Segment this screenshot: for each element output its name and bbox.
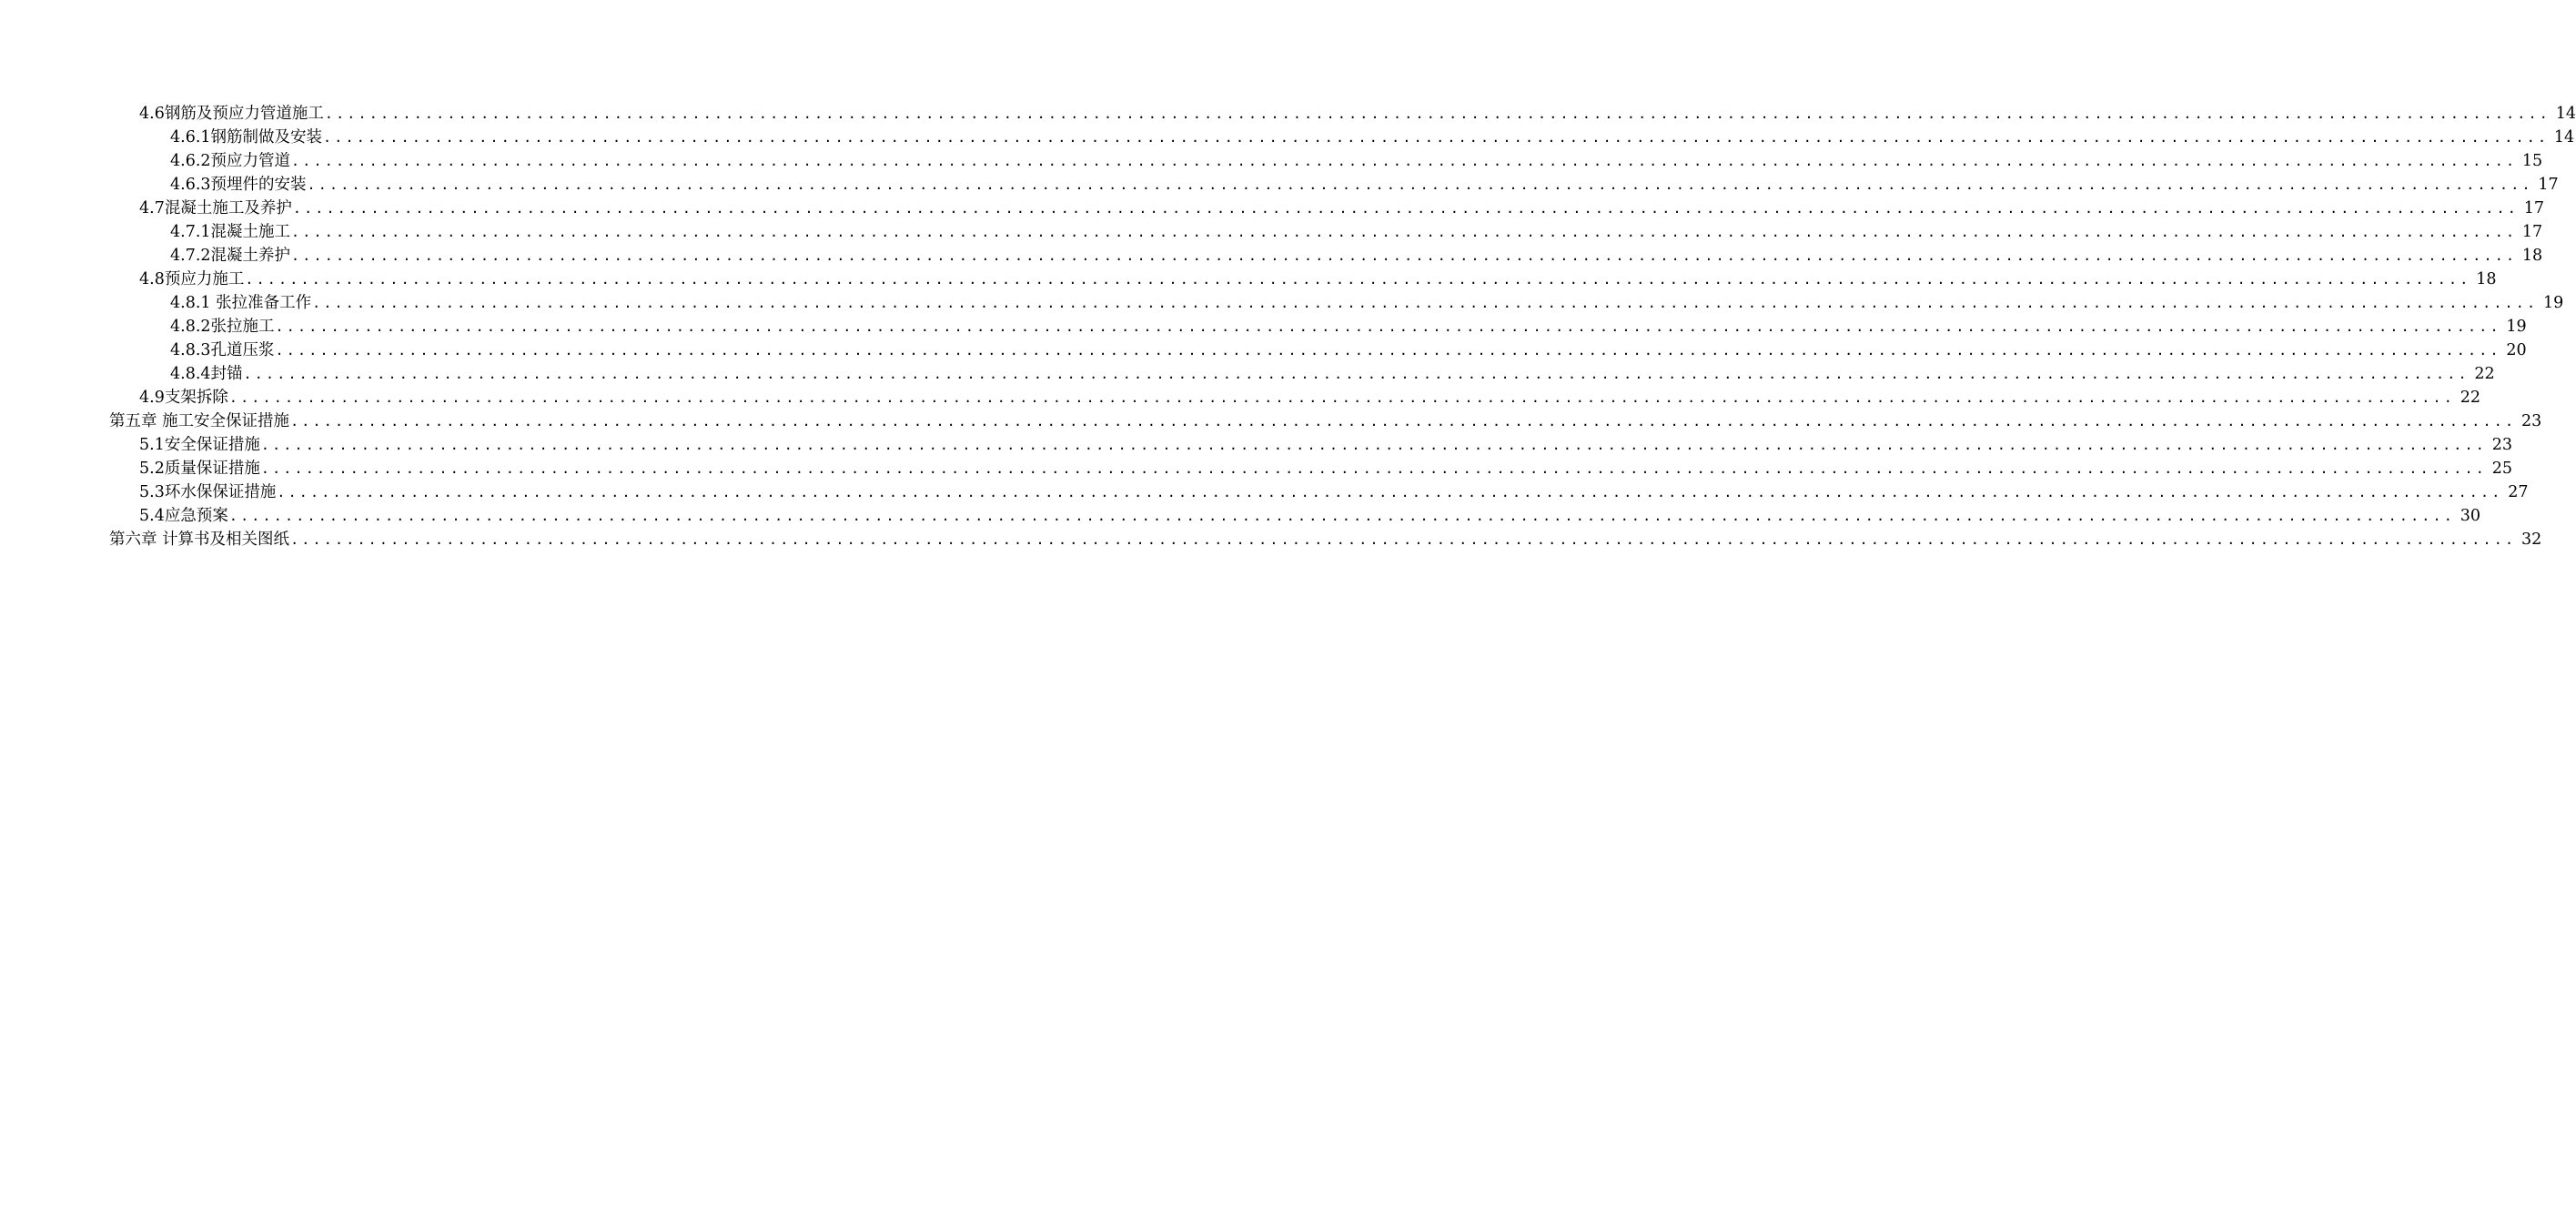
toc-dot-leader: ........................................................................................................................................................................................................ bbox=[291, 224, 2518, 240]
toc-entry-title: 4.9支架拆除 bbox=[139, 389, 228, 407]
toc-entry-title: 4.6.3预埋件的安装 bbox=[170, 176, 307, 194]
toc-entry-page-number: 14 bbox=[2553, 128, 2575, 147]
toc-entry[interactable] bbox=[0, 360, 2495, 384]
toc-entry-title: 5.4应急预案 bbox=[139, 507, 228, 525]
toc-entry-title: 4.6.1钢筋制做及安装 bbox=[170, 128, 323, 147]
toc-entry[interactable] bbox=[0, 100, 2576, 124]
toc-entry-page-number: 23 bbox=[2491, 436, 2512, 454]
toc-entry[interactable] bbox=[0, 313, 2527, 337]
toc-entry-title: 5.3环水保保证措施 bbox=[139, 483, 277, 501]
toc-entry-page-number: 19 bbox=[2542, 294, 2564, 312]
toc-entry-page-number: 23 bbox=[2520, 412, 2542, 430]
toc-entry-page-number: 22 bbox=[2474, 365, 2495, 383]
toc-entry-title: 4.7混凝土施工及养护 bbox=[139, 199, 292, 217]
toc-entry-page-number: 17 bbox=[2521, 223, 2543, 241]
toc-dot-leader: ........................................................................................................................................................................................................ bbox=[277, 484, 2503, 500]
toc-entry[interactable] bbox=[0, 337, 2527, 360]
toc-entry-title: 5.2质量保证措施 bbox=[139, 460, 260, 478]
toc-entry[interactable] bbox=[0, 502, 2480, 526]
toc-entry[interactable] bbox=[0, 526, 2542, 550]
toc-entry-title: 4.7.1混凝土施工 bbox=[170, 223, 291, 241]
toc-dot-leader: ........................................................................................................................................................................................................ bbox=[275, 318, 2501, 335]
toc-entry-page-number: 27 bbox=[2508, 483, 2529, 501]
toc-dot-leader: ........................................................................................................................................................................................................ bbox=[228, 508, 2455, 524]
toc-dot-leader: ........................................................................................................................................................................................................ bbox=[291, 248, 2518, 264]
toc-dot-leader: ........................................................................................................................................................................................................ bbox=[323, 129, 2550, 146]
toc-entry-title: 4.8.2张拉施工 bbox=[170, 318, 275, 336]
toc-entry[interactable] bbox=[0, 242, 2543, 266]
toc-entry[interactable] bbox=[0, 455, 2512, 479]
toc-entry-page-number: 18 bbox=[2521, 247, 2543, 265]
toc-entry[interactable] bbox=[0, 384, 2480, 408]
toc-entry[interactable] bbox=[0, 479, 2529, 502]
toc-entry[interactable] bbox=[0, 218, 2543, 242]
toc-dot-leader: ........................................................................................................................................................................................................ bbox=[290, 531, 2517, 548]
toc-dot-leader: ........................................................................................................................................................................................................ bbox=[245, 271, 2471, 288]
toc-entry[interactable] bbox=[0, 124, 2575, 147]
toc-dot-leader: ........................................................................................................................................................................................................ bbox=[290, 413, 2517, 430]
toc-entry-page-number: 30 bbox=[2460, 507, 2480, 525]
toc-entry-title: 4.8.4封锚 bbox=[170, 365, 243, 383]
toc-dot-leader: ........................................................................................................................................................................................................ bbox=[307, 177, 2533, 193]
toc-dot-leader: ........................................................................................................................................................................................................ bbox=[260, 460, 2487, 477]
toc-entry-page-number: 19 bbox=[2506, 318, 2527, 336]
toc-entry[interactable] bbox=[0, 408, 2542, 431]
toc-entry-title: 第六章 计算书及相关图纸 bbox=[109, 531, 290, 549]
toc-dot-leader: ........................................................................................................................................................................................................ bbox=[275, 342, 2501, 359]
toc-dot-leader: ........................................................................................................................................................................................................ bbox=[312, 295, 2539, 311]
toc-entry-title: 4.8预应力施工 bbox=[139, 270, 245, 288]
toc-dot-leader: ........................................................................................................................................................................................................ bbox=[292, 200, 2519, 217]
toc-entry[interactable] bbox=[0, 147, 2543, 171]
toc-entry-title: 5.1安全保证措施 bbox=[139, 436, 260, 454]
toc-dot-leader: ........................................................................................................................................................................................................ bbox=[228, 389, 2455, 406]
toc-entry-page-number: 32 bbox=[2520, 531, 2542, 549]
toc-entry-page-number: 17 bbox=[2538, 176, 2559, 194]
toc-entry-page-number: 22 bbox=[2460, 389, 2480, 407]
toc-entry-title: 4.7.2混凝土养护 bbox=[170, 247, 291, 265]
toc-entry[interactable] bbox=[0, 195, 2544, 218]
toc-entry[interactable] bbox=[0, 289, 2564, 313]
toc-entry-title: 4.8.1 张拉准备工作 bbox=[170, 294, 312, 312]
toc-dot-leader: ........................................................................................................................................................................................................ bbox=[260, 437, 2487, 453]
toc-entry-page-number: 17 bbox=[2523, 199, 2544, 217]
table-of-contents bbox=[0, 100, 2576, 550]
toc-dot-leader: ........................................................................................................................................................................................................ bbox=[324, 106, 2551, 122]
toc-entry-title: 第五章 施工安全保证措施 bbox=[109, 412, 290, 430]
toc-entry-page-number: 14 bbox=[2555, 105, 2576, 123]
toc-entry-page-number: 20 bbox=[2506, 341, 2527, 359]
toc-entry[interactable] bbox=[0, 431, 2512, 455]
toc-entry-title: 4.6.2预应力管道 bbox=[170, 152, 291, 170]
toc-dot-leader: ........................................................................................................................................................................................................ bbox=[291, 153, 2518, 169]
toc-entry-page-number: 18 bbox=[2476, 270, 2497, 288]
toc-entry[interactable] bbox=[0, 266, 2497, 289]
toc-entry-title: 4.6钢筋及预应力管道施工 bbox=[139, 105, 324, 123]
toc-entry[interactable] bbox=[0, 171, 2559, 195]
toc-entry-page-number: 15 bbox=[2521, 152, 2543, 170]
toc-entry-title: 4.8.3孔道压浆 bbox=[170, 341, 275, 359]
toc-entry-page-number: 25 bbox=[2491, 460, 2512, 478]
toc-dot-leader: ........................................................................................................................................................................................................ bbox=[243, 366, 2470, 382]
